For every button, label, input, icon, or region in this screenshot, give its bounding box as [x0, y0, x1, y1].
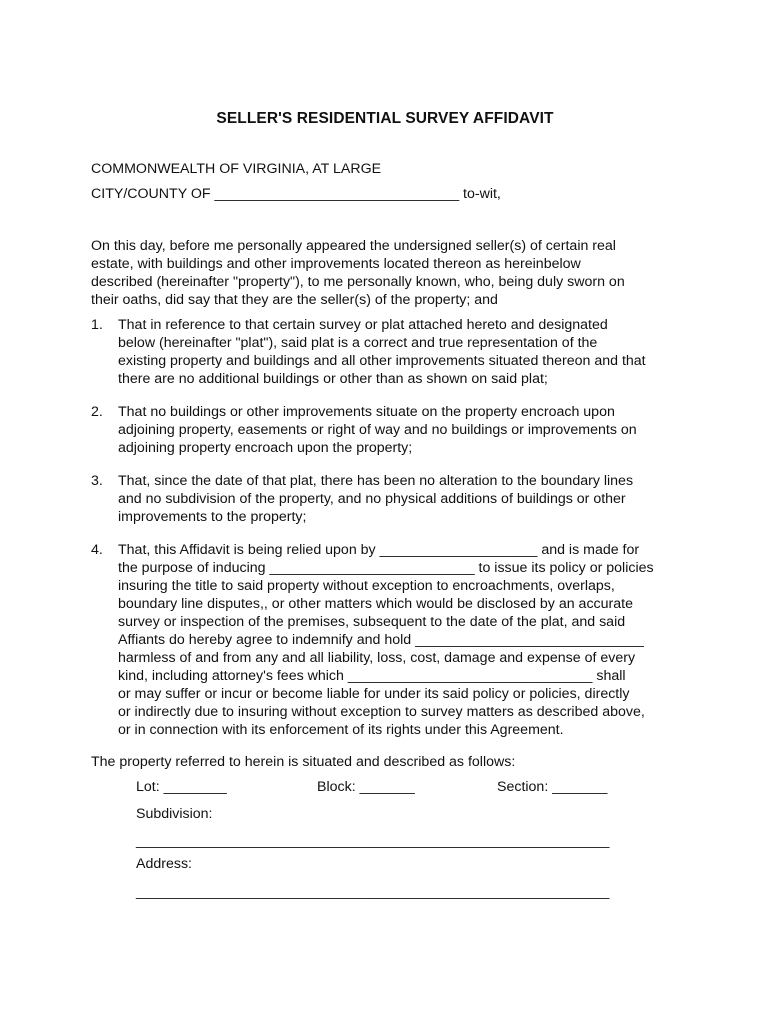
- item-line: That no buildings or other improvements situate on the property encroach upon: [118, 404, 615, 420]
- item-line: below (hereinafter "plat"), said plat is a correct and true representation of the: [118, 335, 598, 351]
- item-line: and no subdivision of the property, and no physical additions of buildings or other: [118, 491, 626, 507]
- item-line: adjoining property encroach upon the property;: [118, 440, 413, 456]
- address-line: ____________________________________________________________: [136, 884, 610, 900]
- intro-line: On this day, before me personally appeared the undersigned seller(s) of certain real: [91, 238, 616, 254]
- item-body: [118, 403, 691, 457]
- item-line: adjoining property, easements or right of way and no buildings or improvements on: [118, 422, 637, 438]
- item-line: harmless of and from any and all liability, loss, cost, damage and expense of every: [118, 650, 636, 666]
- item-line: That, this Affidavit is being relied upon by ____________________ and is made for: [118, 542, 640, 558]
- intro-line: their oaths, did say that they are the seller(s) of the property; and: [91, 292, 498, 308]
- item-line: existing property and buildings and all other improvements situated thereon and that: [118, 353, 646, 369]
- address-label: Address:: [136, 856, 192, 872]
- item-3: [91, 472, 691, 526]
- item-1: [91, 316, 691, 388]
- item-line: there are no additional buildings or other than as shown on said plat;: [118, 371, 548, 387]
- city-county-line: CITY/COUNTY OF _______________________________ to-wit,: [91, 186, 501, 202]
- item-number: 2.: [91, 404, 103, 420]
- intro-paragraph: [91, 237, 691, 309]
- intro-line: described (hereinafter "property"), to me personally known, who, being duly sworn on: [91, 274, 625, 290]
- property-intro: The property referred to herein is situated and described as follows:: [91, 754, 516, 770]
- intro-line: estate, with buildings and other improvements located thereon as hereinbelow: [91, 256, 581, 272]
- lot-field: Lot: ________: [136, 779, 227, 795]
- section-field: Section: _______: [497, 779, 608, 795]
- item-line: the purpose of inducing __________________________ to issue its policy or policies: [118, 560, 654, 576]
- document-title: SELLER'S RESIDENTIAL SURVEY AFFIDAVIT: [216, 110, 554, 127]
- item-body: [118, 472, 691, 526]
- subdivision-line: ____________________________________________________________: [136, 833, 610, 849]
- item-line: Affiants do hereby agree to indemnify and hold _____________________________: [118, 632, 644, 648]
- block-field: Block: _______: [317, 779, 415, 795]
- jurisdiction-line: COMMONWEALTH OF VIRGINIA, AT LARGE: [91, 161, 382, 177]
- item-number: 3.: [91, 473, 103, 489]
- item-line: boundary line disputes,, or other matters which would be disclosed by an accurate: [118, 596, 633, 612]
- item-line: That in reference to that certain survey or plat attached hereto and designated: [118, 317, 608, 333]
- item-line: improvements to the property;: [118, 509, 307, 525]
- item-line: or may suffer or incur or become liable for under its said policy or policies, directly: [118, 686, 630, 702]
- item-body: [118, 541, 691, 739]
- item-body: [118, 316, 691, 388]
- item-line: survey or inspection of the premises, subsequent to the date of the plat, and said: [118, 614, 626, 630]
- item-line: or in connection with its enforcement of its rights under this Agreement.: [118, 722, 564, 738]
- subdivision-label: Subdivision:: [136, 806, 213, 822]
- item-line: That, since the date of that plat, there has been no alteration to the boundary lines: [118, 473, 634, 489]
- item-number: 4.: [91, 542, 103, 558]
- item-number: 1.: [91, 317, 103, 333]
- item-2: [91, 403, 691, 457]
- item-line: kind, including attorney's fees which _______________________________ shall: [118, 668, 626, 684]
- item-line: insuring the title to said property without exception to encroachments, overlaps,: [118, 578, 615, 594]
- item-line: or indirectly due to insuring without exception to survey matters as described above,: [118, 704, 645, 720]
- item-4: [91, 541, 691, 739]
